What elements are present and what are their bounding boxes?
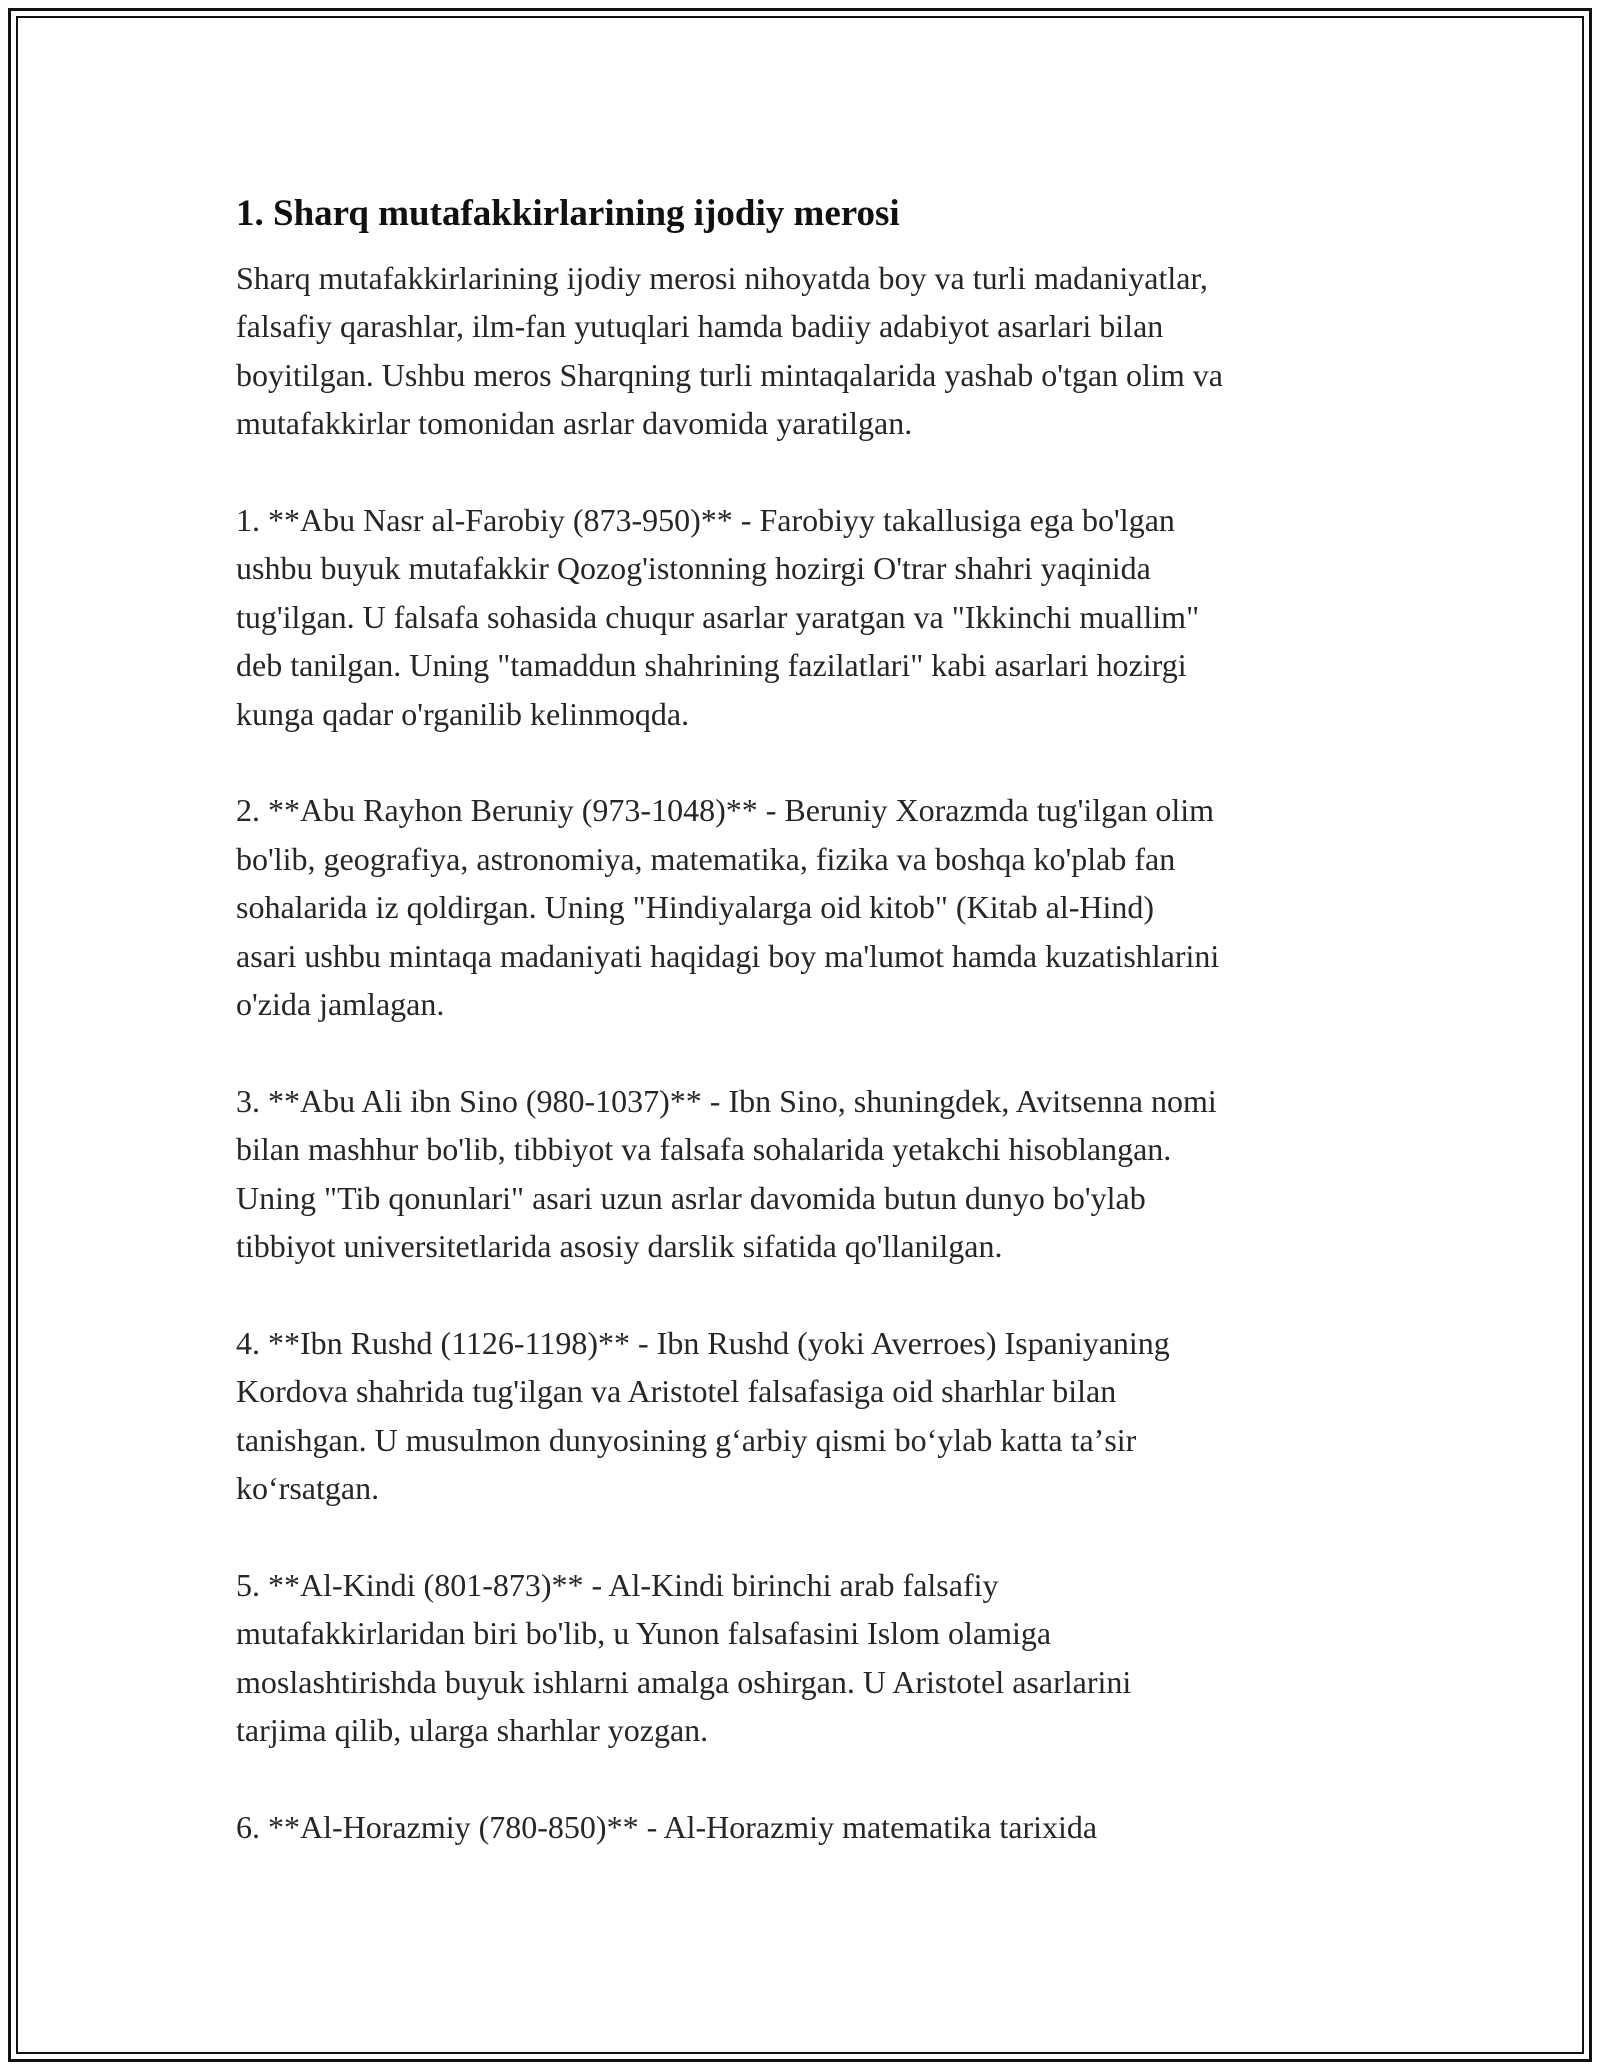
list-item-al-horazmiy: 6. **Al-Horazmiy (780-850)** - Al-Horazmiy matematika tarixida (236, 1808, 1098, 1845)
section-title: 1. Sharq mutafakkirlarining ijodiy merosi (236, 193, 900, 234)
document-body (236, 188, 1376, 1851)
list-item-al-kindi: 5. **Al-Kindi (801-873)** - Al-Kindi birinchi arab falsafiy mutafakkirlaridan biri bo'lib, u Yunon falsafasini Islom olamiga moslashtirishda buyuk ishlarni amalga oshirgan. U Aristotel asarlarini tarjima qilib, ularga sharhlar yozgan. (236, 1566, 1132, 1749)
list-item-beruniy: 2. **Abu Rayhon Beruniy (973-1048)** - Beruniy Xorazmda tug'ilgan olim bo'lib, geografiya, astronomiya, matematika, fizika va boshqa ko'plab fan sohalarida iz qoldirgan. Uning "Hindiyalarga oid kitob" (Kitab al-Hind) asari ushbu mintaqa madaniyati haqidagi boy ma'lumot hamda kuzatishlarini o'zida jamlagan. (236, 792, 1220, 1023)
list-item-ibn-sino: 3. **Abu Ali ibn Sino (980-1037)** - Ibn Sino, shuningdek, Avitsenna nomi bilan mashhur bo'lib, tibbiyot va falsafa sohalarida yetakchi hisoblangan. Uning "Tib qonunlari" asari uzun asrlar davomida butun dunyo bo'ylab tibbiyot universitetlarida asosiy darslik sifatida qo'llanilgan. (236, 1082, 1217, 1265)
intro-paragraph: Sharq mutafakkirlarining ijodiy merosi nihoyatda boy va turli madaniyatlar, falsafiy qarashlar, ilm-fan yutuqlari hamda badiiy adabiyot asarlari bilan boyitilgan. Ushbu meros Sharqning turli mintaqalarida yashab o'tgan olim va mutafakkirlar tomonidan asrlar davomida yaratilgan. (236, 260, 1223, 442)
list-item-farobiy: 1. **Abu Nasr al-Farobiy (873-950)** - Farobiyy takallusiga ega bo'lgan ushbu buyuk mutafakkir Qozog'istonning hozirgi O'trar shahri yaqinida tug'ilgan. U falsafa sohasida chuqur asarlar yaratgan va "Ikkinchi muallim" deb tanilgan. Uning "tamaddun shahrining fazilatlari" kabi asarlari hozirgi kunga qadar o'rganilib kelinmoqda. (236, 502, 1200, 732)
list-item-ibn-rushd: 4. **Ibn Rushd (1126-1198)** - Ibn Rushd (yoki Averroes) Ispaniyaning Kordova shahrida tug'ilgan va Aristotel falsafasiga oid sharhlar bilan tanishgan. U musulmon dunyosining gʻarbiy qismi boʻylab katta taʼsir koʻrsatgan. (236, 1324, 1170, 1507)
